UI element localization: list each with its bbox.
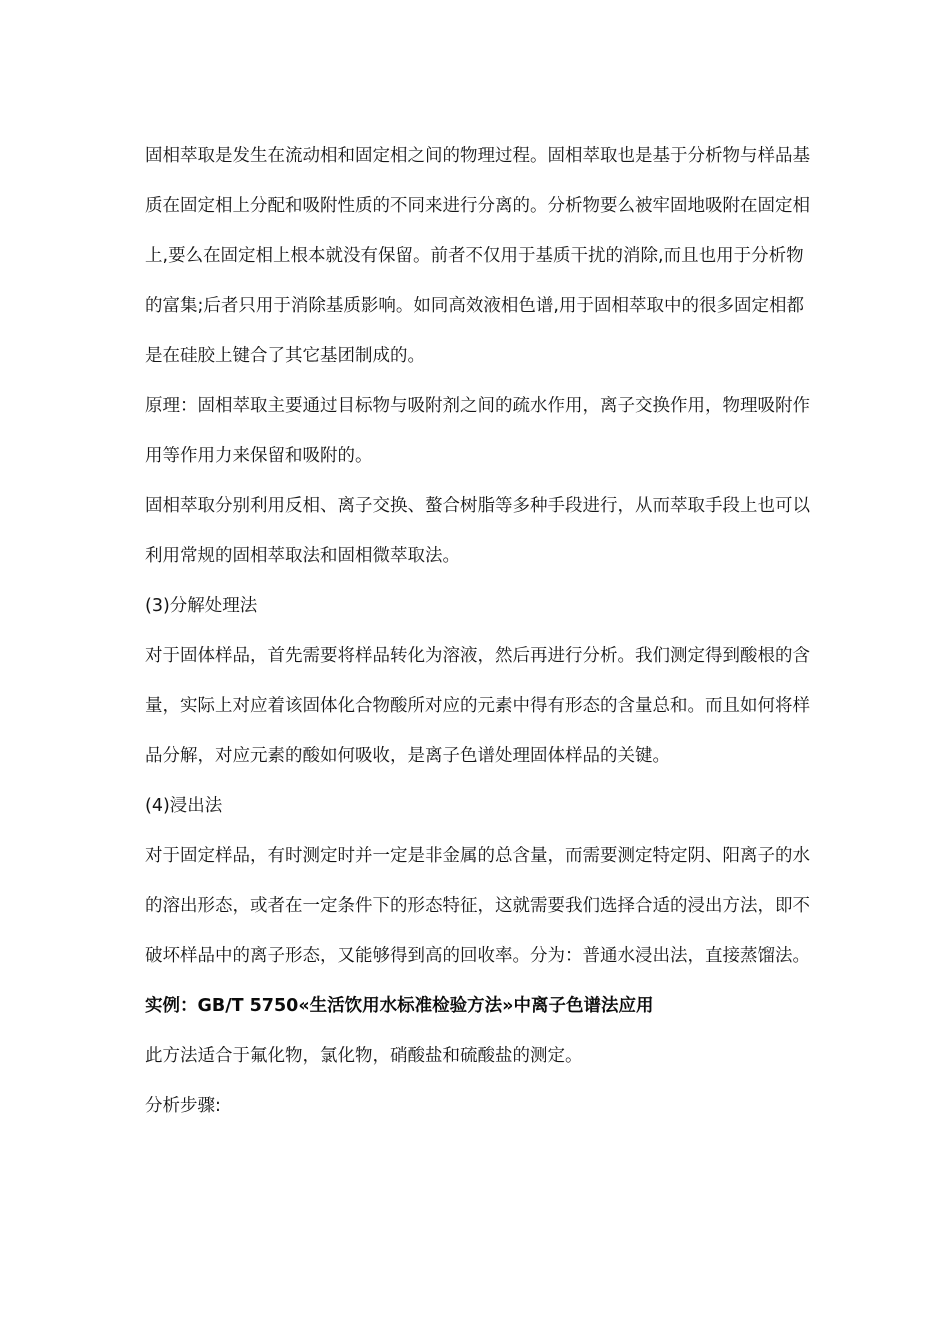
paragraph-example-scope: 此方法适合于氟化物，氯化物，硝酸盐和硫酸盐的测定。 [145,1046,583,1066]
example-heading: 实例：GB/T 5750«生活饮用水标准检验方法»中离子色谱法应用 [145,996,654,1016]
section-heading-decomposition: (3)分解处理法 [145,596,258,616]
paragraph-analysis-steps: 分析步骤: [145,1096,221,1116]
document-body [145,131,810,1131]
paragraph-leaching: 对于固定样品，有时测定时并一定是非金属的总含量，而需要测定特定阴、阳离子的水的溶出形态，或者在一定条件下的形态特征，这就需要我们选择合适的浸出方法，即不破坏样品中的离子形态，又能够得到高的回收率。分为：普通水浸出法，直接蒸馏法。 [145,846,810,966]
paragraph-decomposition: 对于固体样品，首先需要将样品转化为溶液，然后再进行分析。我们测定得到酸根的含量，实际上对应着该固体化合物酸所对应的元素中得有形态的含量总和。而且如何将样品分解，对应元素的酸如何吸收，是离子色谱处理固体样品的关键。 [145,646,810,766]
paragraph-spe-methods: 固相萃取分别利用反相、离子交换、螯合树脂等多种手段进行，从而萃取手段上也可以利用常规的固相萃取法和固相微萃取法。 [145,496,810,566]
section-heading-leaching: (4)浸出法 [145,796,223,816]
paragraph-spe-intro: 固相萃取是发生在流动相和固定相之间的物理过程。固相萃取也是基于分析物与样品基质在固定相上分配和吸附性质的不同来进行分离的。分析物要么被牢固地吸附在固定相上,要么在固定相上根本就没有保留。前者不仅用于基质干扰的消除,而且也用于分析物的富集;后者只用于消除基质影响。如同高效液相色谱,用于固相萃取中的很多固定相都是在硅胶上键合了其它基团制成的。 [145,146,810,366]
paragraph-spe-principle: 原理：固相萃取主要通过目标物与吸附剂之间的疏水作用，离子交换作用，物理吸附作用等作用力来保留和吸附的。 [145,396,810,466]
